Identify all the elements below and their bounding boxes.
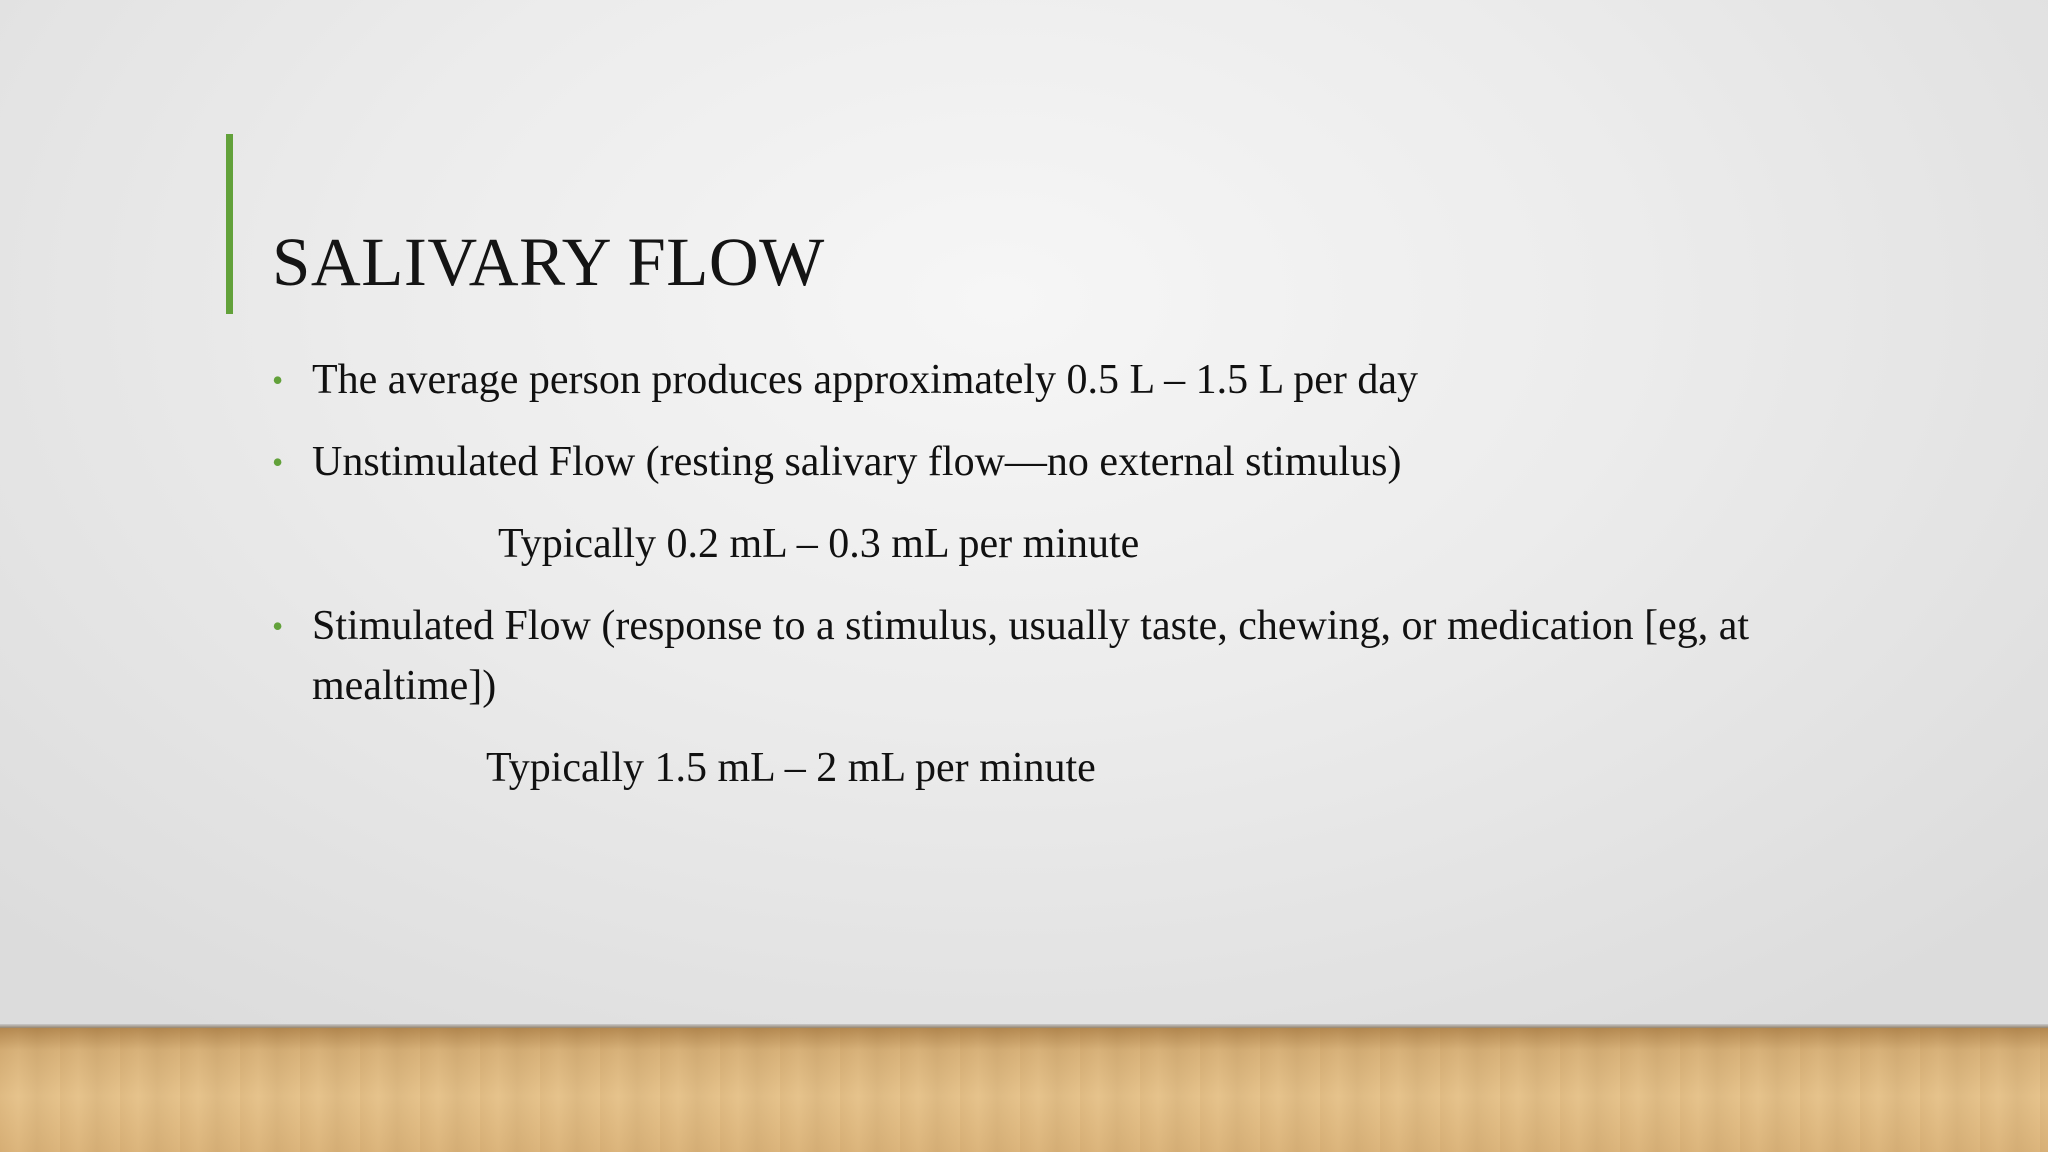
- bullet-icon: •: [272, 608, 284, 644]
- bullet-text: The average person produces approximately 0.5 L – 1.5 L per day: [312, 357, 1418, 403]
- sub-line: Typically 1.5 mL – 2 mL per minute: [486, 745, 1096, 791]
- bullet-item: [270, 432, 1910, 492]
- sub-line: Typically 0.2 mL – 0.3 mL per minute: [498, 521, 1140, 567]
- wood-floor: [0, 1028, 2048, 1152]
- bullet-item: [270, 350, 1910, 410]
- slide-content: [270, 350, 1910, 820]
- bullet-icon: •: [272, 444, 284, 480]
- title-accent-bar: [226, 134, 233, 314]
- bullet-text: Unstimulated Flow (resting salivary flow—no external stimulus): [312, 439, 1402, 485]
- bullet-text: Stimulated Flow (response to a stimulus, usually taste, chewing, or medication [eg, at mealtime]): [312, 603, 1750, 709]
- bullet-item: [270, 596, 1910, 716]
- bullet-icon: •: [272, 362, 284, 398]
- slide-title: SALIVARY FLOW: [272, 224, 825, 300]
